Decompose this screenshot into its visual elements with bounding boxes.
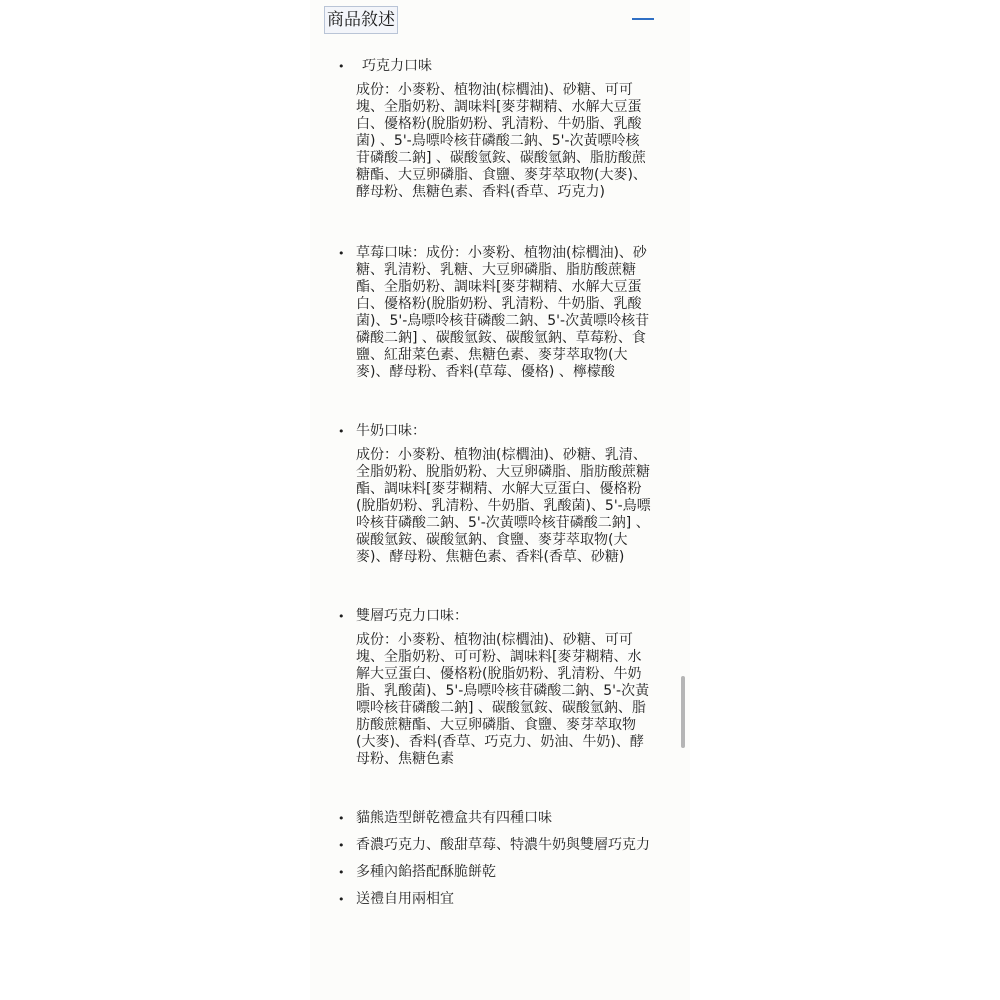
feature-text: 多種內餡搭配酥脆餅乾: [356, 864, 496, 880]
bullet-icon: •: [338, 60, 345, 73]
scrollbar-thumb[interactable]: [681, 676, 685, 748]
list-item: [310, 423, 682, 566]
feature-text: 送禮自用兩相宜: [356, 891, 454, 907]
section-title: 商品敘述: [324, 6, 398, 34]
flavor-name: 雙層巧克力口味：: [356, 608, 468, 624]
ingredients-text: 成份：小麥粉、植物油(棕櫚油)、砂糖、乳清、全脂奶粉、脫脂奶粉、大豆卵磷脂、脂肪酸蔗糖酯、調味料[麥芽糊精、水解大豆蛋白、優格粉(脫脂奶粉、乳清粉、牛奶脂、乳酸菌)、5'-鳥嘌呤核苷磷酸二鈉、5'-次黃嘌呤核苷磷酸二鈉] 、碳酸氫銨、碳酸氫鈉、食鹽、麥芽萃取物(大麥)、酵母粉、焦糖色素、香料(香草、砂糖): [356, 447, 651, 565]
section-header[interactable]: [324, 6, 676, 36]
description-content: [310, 58, 682, 918]
bullet-icon: •: [338, 839, 345, 852]
list-item: [310, 608, 682, 768]
bullet-icon: •: [338, 247, 345, 260]
feature-text: 貓熊造型餅乾禮盒共有四種口味: [356, 810, 552, 826]
feature-text: 香濃巧克力、酸甜草莓、特濃牛奶與雙層巧克力: [356, 837, 650, 853]
flavor-name: 巧克力口味: [362, 58, 432, 74]
list-item: [310, 837, 682, 854]
list-item: [310, 245, 682, 381]
list-item: [310, 864, 682, 881]
bullet-icon: •: [338, 893, 345, 906]
ingredients-text: 成份：小麥粉、植物油(棕櫚油)、砂糖、可可塊、全脂奶粉、調味料[麥芽糊精、水解大豆蛋白、優格粉(脫脂奶粉、乳清粉、牛奶脂、乳酸菌) 、5'-鳥嘌呤核苷磷酸二鈉、5'-次黃嘌呤核苷磷酸二鈉] 、碳酸氫銨、碳酸氫鈉、脂肪酸蔗糖酯、大豆卵磷脂、食鹽、麥芽萃取物(大麥)、酵母粉、焦糖色素、香料(香草、巧克力): [356, 82, 647, 200]
ingredients-text: 成份：小麥粉、植物油(棕櫚油)、砂糖、乳清粉、乳糖、大豆卵磷脂、脂肪酸蔗糖酯、全脂奶粉、調味料[麥芽糊精、水解大豆蛋白、優格粉(脫脂奶粉、乳清粉、牛奶脂、乳酸菌)、5'-鳥嘌呤核苷磷酸二鈉、5'-次黃嘌呤核苷磷酸二鈉] 、碳酸氫銨、碳酸氫鈉、草莓粉、食鹽、紅甜菜色素、焦糖色素、麥芽萃取物(大麥)、酵母粉、香料(草莓、優格) 、檸檬酸: [356, 245, 650, 380]
list-item: [310, 891, 682, 908]
bullet-icon: •: [338, 425, 345, 438]
flavor-name: 牛奶口味：: [356, 423, 426, 439]
minus-icon[interactable]: [632, 18, 654, 20]
feature-list: [310, 810, 682, 908]
flavor-name: 草莓口味：: [356, 245, 426, 261]
bullet-icon: •: [338, 866, 345, 879]
ingredients-text: 成份：小麥粉、植物油(棕櫚油)、砂糖、可可塊、全脂奶粉、可可粉、調味料[麥芽糊精、水解大豆蛋白、優格粉(脫脂奶粉、乳清粉、牛奶脂、乳酸菌)、5'-鳥嘌呤核苷磷酸二鈉、5'-次黃嘌呤核苷磷酸二鈉] 、碳酸氫銨、碳酸氫鈉、脂肪酸蔗糖酯、大豆卵磷脂、食鹽、麥芽萃取物(大麥)、香料(香草、巧克力、奶油、牛奶)、酵母粉、焦糖色素: [356, 632, 650, 767]
bullet-icon: •: [338, 812, 345, 825]
list-item: [310, 58, 682, 201]
product-description-panel: [310, 0, 690, 1000]
bullet-icon: •: [338, 610, 345, 623]
list-item: [310, 810, 682, 827]
flavor-list: [310, 58, 682, 768]
